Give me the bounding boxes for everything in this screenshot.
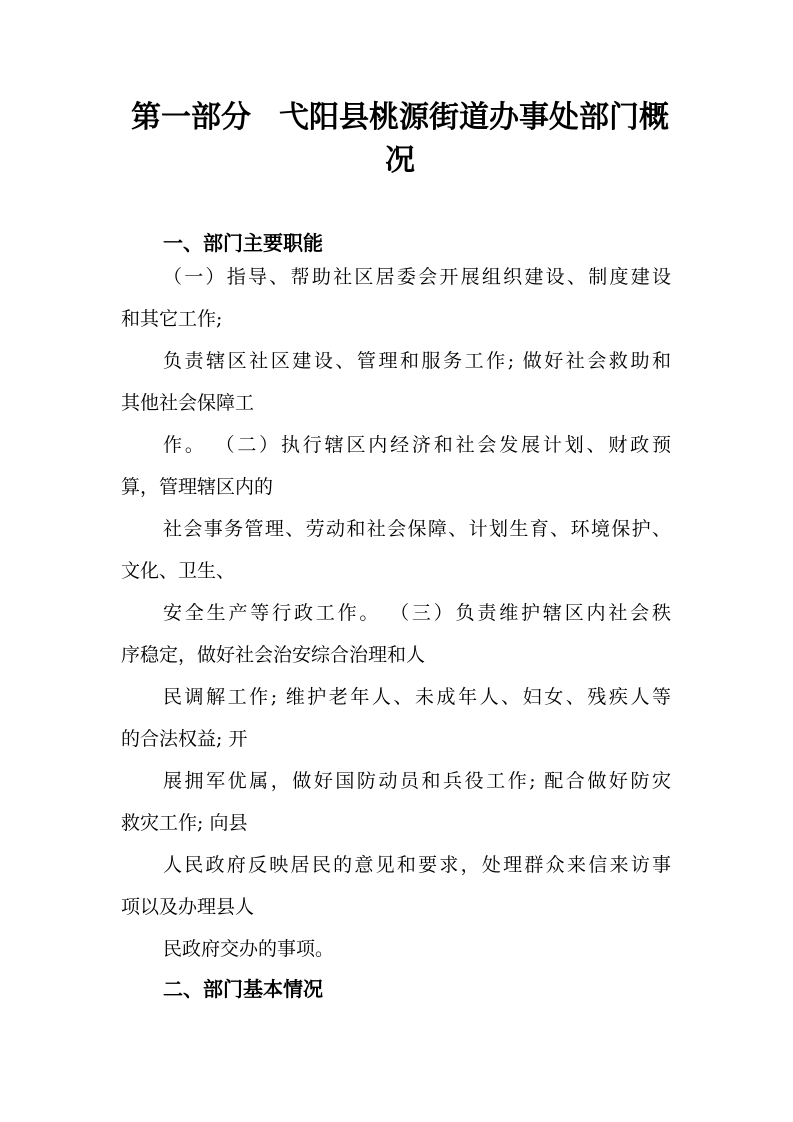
title-line-2: 况 — [385, 143, 415, 178]
section-heading-functions: 一、部门主要职能 — [163, 231, 323, 255]
paragraph-line: 安全生产等行政工作。 （三）负责维护辖区内社会秩 — [163, 602, 671, 624]
paragraph-line: 序稳定，做好社会治安综合治理和人 — [121, 644, 426, 666]
paragraph-line: 其他社会保障工 — [121, 392, 255, 414]
paragraph-line: 民调解工作; 维护老年人、未成年人、妇女、残疾人等 — [163, 686, 671, 708]
paragraph-line: 社会事务管理、劳动和社会保障、计划生育、环境保护、 — [163, 518, 671, 540]
paragraph-line: 民政府交办的事项。 — [163, 938, 335, 960]
paragraph-line: 和其它工作; — [121, 308, 223, 330]
page-title-continued — [120, 143, 680, 179]
page-title — [120, 100, 680, 136]
paragraph-line: 项以及办理县人 — [121, 896, 255, 918]
paragraph-line: 展拥军优属，做好国防动员和兵役工作; 配合做好防灾 — [163, 770, 671, 792]
paragraph-line: 文化、卫生、 — [121, 560, 236, 582]
paragraph-line: 负责辖区社区建设、管理和服务工作; 做好社会救助和 — [163, 350, 671, 372]
paragraph-line: 算，管理辖区内的 — [121, 476, 274, 498]
title-name: 弋阳县桃源街道办事处部门概 — [279, 100, 669, 135]
section-heading-basic-info: 二、部门基本情况 — [163, 977, 323, 1001]
paragraph-line: （一）指导、帮助社区居委会开展组织建设、制度建设 — [163, 266, 671, 288]
paragraph-line: 人民政府反映居民的意见和要求，处理群众来信来访事 — [163, 854, 671, 876]
paragraph-line: 作。 （二）执行辖区内经济和社会发展计划、财政预 — [163, 434, 671, 456]
title-part: 第一部分 — [131, 100, 251, 135]
paragraph-line: 的合法权益; 开 — [121, 728, 248, 750]
paragraph-line: 救灾工作; 向县 — [121, 812, 248, 834]
